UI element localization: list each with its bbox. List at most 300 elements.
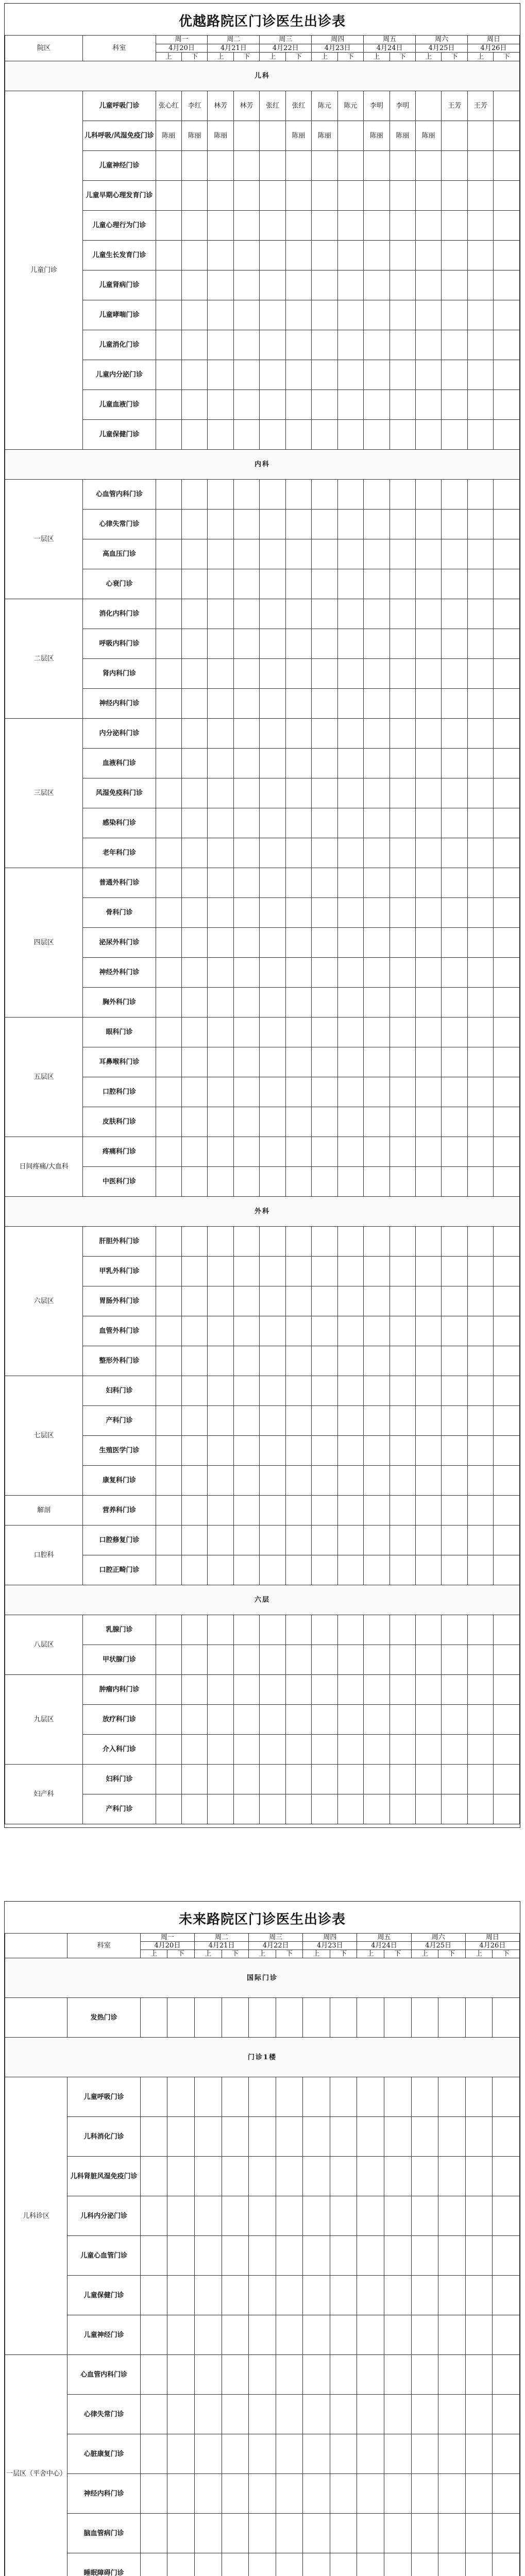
cell-am [312,1704,337,1734]
dept-name: 儿童哮喘门诊 [83,300,156,330]
header-day: 周日 [467,36,519,44]
header-am: 上 [467,53,493,61]
cell-am [156,1316,181,1346]
cell-pm [493,2434,520,2474]
cell-pm [494,808,520,838]
table-row [5,1376,520,1405]
dept-name: 肿瘤内科门诊 [83,1674,156,1704]
cell-am [312,1645,337,1674]
cell-am [467,927,493,957]
cell-am [260,1764,285,1794]
dept-name: 儿童消化门诊 [83,330,156,360]
cell-am [260,658,285,688]
cell-pm [442,210,467,240]
cell-am [208,987,233,1017]
cell-am [467,1615,493,1645]
cell-pm [442,150,467,180]
cell-pm [337,1137,363,1166]
cell-am [312,1286,337,1316]
cell-am: 张心红 [156,91,181,121]
cell-am [156,1704,181,1734]
cell-pm [389,1704,415,1734]
cell-pm [330,2355,357,2395]
cell-am [416,270,442,300]
cell-pm [442,1107,467,1137]
dept-name: 儿科肾脏风湿免疫门诊 [67,2157,141,2196]
dept-name: 儿科消化门诊 [67,2117,141,2157]
cell-pm [442,509,467,539]
cell-am [260,599,285,629]
cell-am [303,2355,330,2395]
cell-pm [442,1525,467,1555]
cell-pm [182,1704,208,1734]
cell-am [156,808,181,838]
cell-pm [182,479,208,509]
cell-pm [493,2157,520,2196]
cell-pm [285,1256,311,1286]
cell-am [208,1077,233,1107]
cell-pm [494,270,520,300]
cell-am [467,1256,493,1286]
cell-pm [233,1017,259,1047]
header-am: 上 [465,1950,493,1958]
cell-am [364,1166,389,1196]
dept-name: 睡眠障碍门诊 [67,2553,141,2576]
table-row [5,2553,520,2576]
cell-pm [285,150,311,180]
cell-am: 陈丽 [416,121,442,150]
cell-am [260,1376,285,1405]
cell-pm [442,1435,467,1465]
cell-pm [442,1794,467,1824]
header-date: 4月20日 [140,1942,194,1950]
cell-am [467,1226,493,1256]
cell-pm [389,1405,415,1435]
cell-am [364,1794,389,1824]
cell-am [208,569,233,599]
cell-pm [285,569,311,599]
cell-am [364,838,389,868]
cell-am: 陈丽 [156,121,181,150]
dept-name: 儿童生长发育门诊 [83,240,156,270]
cell-pm [442,1405,467,1435]
cell-pm [384,2474,411,2514]
cell-am [364,1495,389,1525]
cell-am [260,569,285,599]
cell-am [364,1137,389,1166]
cell-am: 王芳 [467,91,493,121]
dept-name: 肾内科门诊 [83,658,156,688]
cell-pm [493,2077,520,2117]
cell-pm [182,1047,208,1077]
dept-name: 产科门诊 [83,1794,156,1824]
cell-am [260,1465,285,1495]
cell-am [364,389,389,419]
cell-pm [233,1286,259,1316]
cell-am [156,688,181,718]
header-pm: 下 [182,53,208,61]
dept-name: 神经内科门诊 [67,2474,141,2514]
cell-am [208,718,233,748]
cell-am [208,599,233,629]
cell-am [465,2514,493,2553]
cell-pm [182,1405,208,1435]
cell-am [156,210,181,240]
cell-am [208,1107,233,1137]
cell-pm [389,1495,415,1525]
dept-name: 神经内科门诊 [83,688,156,718]
cell-am [156,1615,181,1645]
header-date: 4月26日 [467,44,519,53]
dept-name: 放疗科门诊 [83,1704,156,1734]
cell-pm [182,1316,208,1346]
cell-pm [442,658,467,688]
cell-am [140,2434,167,2474]
cell-pm [442,957,467,987]
cell-pm [182,718,208,748]
area-label: 日间疼痛/大血科 [5,1137,83,1196]
cell-am [364,748,389,778]
dept-name: 儿童保健门诊 [67,2276,141,2315]
cell-pm [493,2355,520,2395]
cell-am [156,419,181,449]
cell-am [208,748,233,778]
cell-pm [182,1226,208,1256]
cell-pm [233,1316,259,1346]
cell-am [364,360,389,389]
area-label: 八层区 [5,1615,83,1674]
cell-pm [167,2514,195,2553]
cell-pm [182,599,208,629]
cell-am [260,419,285,449]
area-label: 四层区 [5,868,83,1017]
cell-am [312,150,337,180]
cell-am [467,778,493,808]
cell-pm [285,629,311,658]
cell-pm [337,1166,363,1196]
dept-name: 口腔正畸门诊 [83,1555,156,1585]
cell-pm [233,987,259,1017]
cell-pm [285,1465,311,1495]
cell-am [208,1435,233,1465]
table-row [5,2395,520,2434]
cell-pm [285,838,311,868]
cell-pm [442,569,467,599]
cell-am [312,1256,337,1286]
dept-name: 心血管内科门诊 [67,2355,141,2395]
cell-am [303,2276,330,2315]
cell-am [467,1137,493,1166]
cell-pm [182,1346,208,1376]
cell-pm [182,1674,208,1704]
cell-pm [442,1615,467,1645]
cell-pm [285,1077,311,1107]
schedule-sheet-youfeng [4,3,520,1828]
cell-pm [285,1137,311,1166]
cell-pm [493,2395,520,2434]
cell-pm [337,927,363,957]
cell-pm [494,868,520,897]
cell-am [312,1764,337,1794]
cell-am [467,1674,493,1704]
schedule-sheet-weilai [4,1901,520,2576]
cell-pm [222,2514,249,2553]
cell-am [467,987,493,1017]
cell-am [249,2117,276,2157]
header-date: 4月23日 [303,1942,357,1950]
cell-pm [337,599,363,629]
cell-pm [442,1047,467,1077]
cell-am [260,1615,285,1645]
cell-pm [233,897,259,927]
cell-am [357,2077,384,2117]
cell-pm [442,1017,467,1047]
cell-am [208,1286,233,1316]
cell-pm [285,1555,311,1585]
cell-am [364,1764,389,1794]
cell-am [467,1704,493,1734]
cell-am [194,2117,222,2157]
cell-am [260,778,285,808]
cell-pm [285,270,311,300]
header-date: 4月23日 [312,44,364,53]
cell-pm [285,1615,311,1645]
header-am: 上 [303,1950,330,1958]
cell-pm [285,1376,311,1405]
cell-pm [438,2276,466,2315]
dept-name: 儿童早期心理发育门诊 [83,180,156,210]
cell-pm [337,1645,363,1674]
cell-am [357,1998,384,2038]
cell-am [312,180,337,210]
cell-am [249,2077,276,2117]
cell-am [208,868,233,897]
cell-am [312,1226,337,1256]
cell-pm [494,599,520,629]
cell-pm [389,569,415,599]
cell-pm [494,987,520,1017]
cell-pm [389,1286,415,1316]
section-label: 门诊1楼 [5,2038,520,2077]
header-date: 4月26日 [465,1942,519,1950]
cell-pm [389,330,415,360]
cell-am [249,2236,276,2276]
cell-pm [337,778,363,808]
cell-pm [438,2514,466,2553]
cell-pm [330,2553,357,2576]
cell-am [156,987,181,1017]
cell-am [208,1645,233,1674]
cell-am [416,1376,442,1405]
cell-am [364,210,389,240]
section-label: 外科 [5,1196,520,1226]
cell-am [416,868,442,897]
cell-am [312,1346,337,1376]
cell-am: 陈丽 [208,121,233,150]
area-label: 一层区 [5,479,83,599]
cell-pm [389,210,415,240]
cell-pm [442,688,467,718]
cell-am [416,778,442,808]
cell-am [312,629,337,658]
cell-am [312,1017,337,1047]
cell-pm [337,1405,363,1435]
cell-am [467,300,493,330]
cell-pm [233,389,259,419]
cell-pm [182,688,208,718]
cell-am [260,1525,285,1555]
cell-pm [494,1346,520,1376]
cell-pm [330,2474,357,2514]
cell-pm [182,569,208,599]
cell-am [364,1405,389,1435]
cell-pm [389,1615,415,1645]
cell-pm [442,987,467,1017]
cell-pm [442,1555,467,1585]
cell-am [249,2395,276,2434]
cell-am [467,1645,493,1674]
cell-pm [222,2553,249,2576]
cell-pm [182,1794,208,1824]
cell-am [467,1077,493,1107]
cell-am [416,1346,442,1376]
cell-pm [167,2395,195,2434]
cell-pm [337,718,363,748]
header-area: 院区 [5,36,83,61]
cell-am [364,1734,389,1764]
cell-am [156,1525,181,1555]
cell-pm [389,897,415,927]
table-row [5,2276,520,2315]
cell-pm [337,1525,363,1555]
cell-pm [337,180,363,210]
cell-pm: 林芳 [233,91,259,121]
cell-am [194,2276,222,2315]
cell-pm: 陈元 [337,91,363,121]
cell-am [416,419,442,449]
cell-pm [276,2315,303,2355]
cell-pm [389,1256,415,1286]
cell-am [416,1107,442,1137]
cell-pm [182,539,208,569]
cell-am [467,1764,493,1794]
cell-pm [494,629,520,658]
cell-am [156,957,181,987]
cell-pm [493,2514,520,2553]
cell-pm [285,1405,311,1435]
cell-am [312,957,337,987]
cell-pm [442,389,467,419]
cell-pm [438,2236,466,2276]
cell-am [465,2196,493,2236]
cell-am [140,2276,167,2315]
cell-pm [494,569,520,599]
cell-am [364,1107,389,1137]
cell-pm [337,1674,363,1704]
cell-am [260,1226,285,1256]
header-day: 周六 [416,36,468,44]
cell-am [467,1435,493,1465]
cell-pm [167,1998,195,2038]
cell-pm [438,2355,466,2395]
cell-pm [285,718,311,748]
cell-am [416,897,442,927]
cell-pm [384,2434,411,2474]
cell-am [156,927,181,957]
cell-am [467,808,493,838]
cell-pm [389,270,415,300]
cell-am [260,1645,285,1674]
cell-am [208,180,233,210]
cell-pm [389,1346,415,1376]
cell-am [312,270,337,300]
cell-am [208,419,233,449]
cell-am [208,658,233,688]
cell-am [416,1077,442,1107]
cell-am [416,748,442,778]
cell-am [364,1704,389,1734]
cell-pm [276,2276,303,2315]
cell-pm [337,957,363,987]
dept-name: 中医科门诊 [83,1166,156,1196]
cell-pm [389,180,415,210]
cell-am [208,1017,233,1047]
cell-am [208,1794,233,1824]
cell-am [249,2196,276,2236]
table-row [5,1764,520,1794]
cell-am [303,2553,330,2576]
cell-am [411,2117,438,2157]
cell-am [156,778,181,808]
cell-pm [285,1674,311,1704]
cell-am [364,1555,389,1585]
section-row [5,1196,520,1226]
header-pm: 下 [494,53,520,61]
cell-am [467,210,493,240]
cell-pm [337,838,363,868]
cell-pm [494,479,520,509]
cell-pm [285,599,311,629]
cell-pm [276,2355,303,2395]
cell-pm [276,2157,303,2196]
cell-pm [222,1998,249,2038]
cell-am [467,240,493,270]
cell-am [208,270,233,300]
cell-pm [494,897,520,927]
cell-am [208,1256,233,1286]
cell-pm [438,2157,466,2196]
cell-pm [285,389,311,419]
cell-am [312,1615,337,1645]
cell-am [357,2355,384,2395]
cell-am [208,1465,233,1495]
cell-am [312,1137,337,1166]
cell-am [364,658,389,688]
cell-am [140,2514,167,2553]
cell-pm [493,1998,520,2038]
area-label: 儿童门诊 [5,91,83,449]
cell-am [260,240,285,270]
cell-pm [494,1286,520,1316]
dept-name: 口腔修复门诊 [83,1525,156,1555]
cell-pm [285,778,311,808]
cell-am [411,2196,438,2236]
cell-am [312,1376,337,1405]
cell-pm [276,2553,303,2576]
cell-pm [337,121,363,150]
cell-am [467,330,493,360]
header-day: 周四 [303,1934,357,1942]
